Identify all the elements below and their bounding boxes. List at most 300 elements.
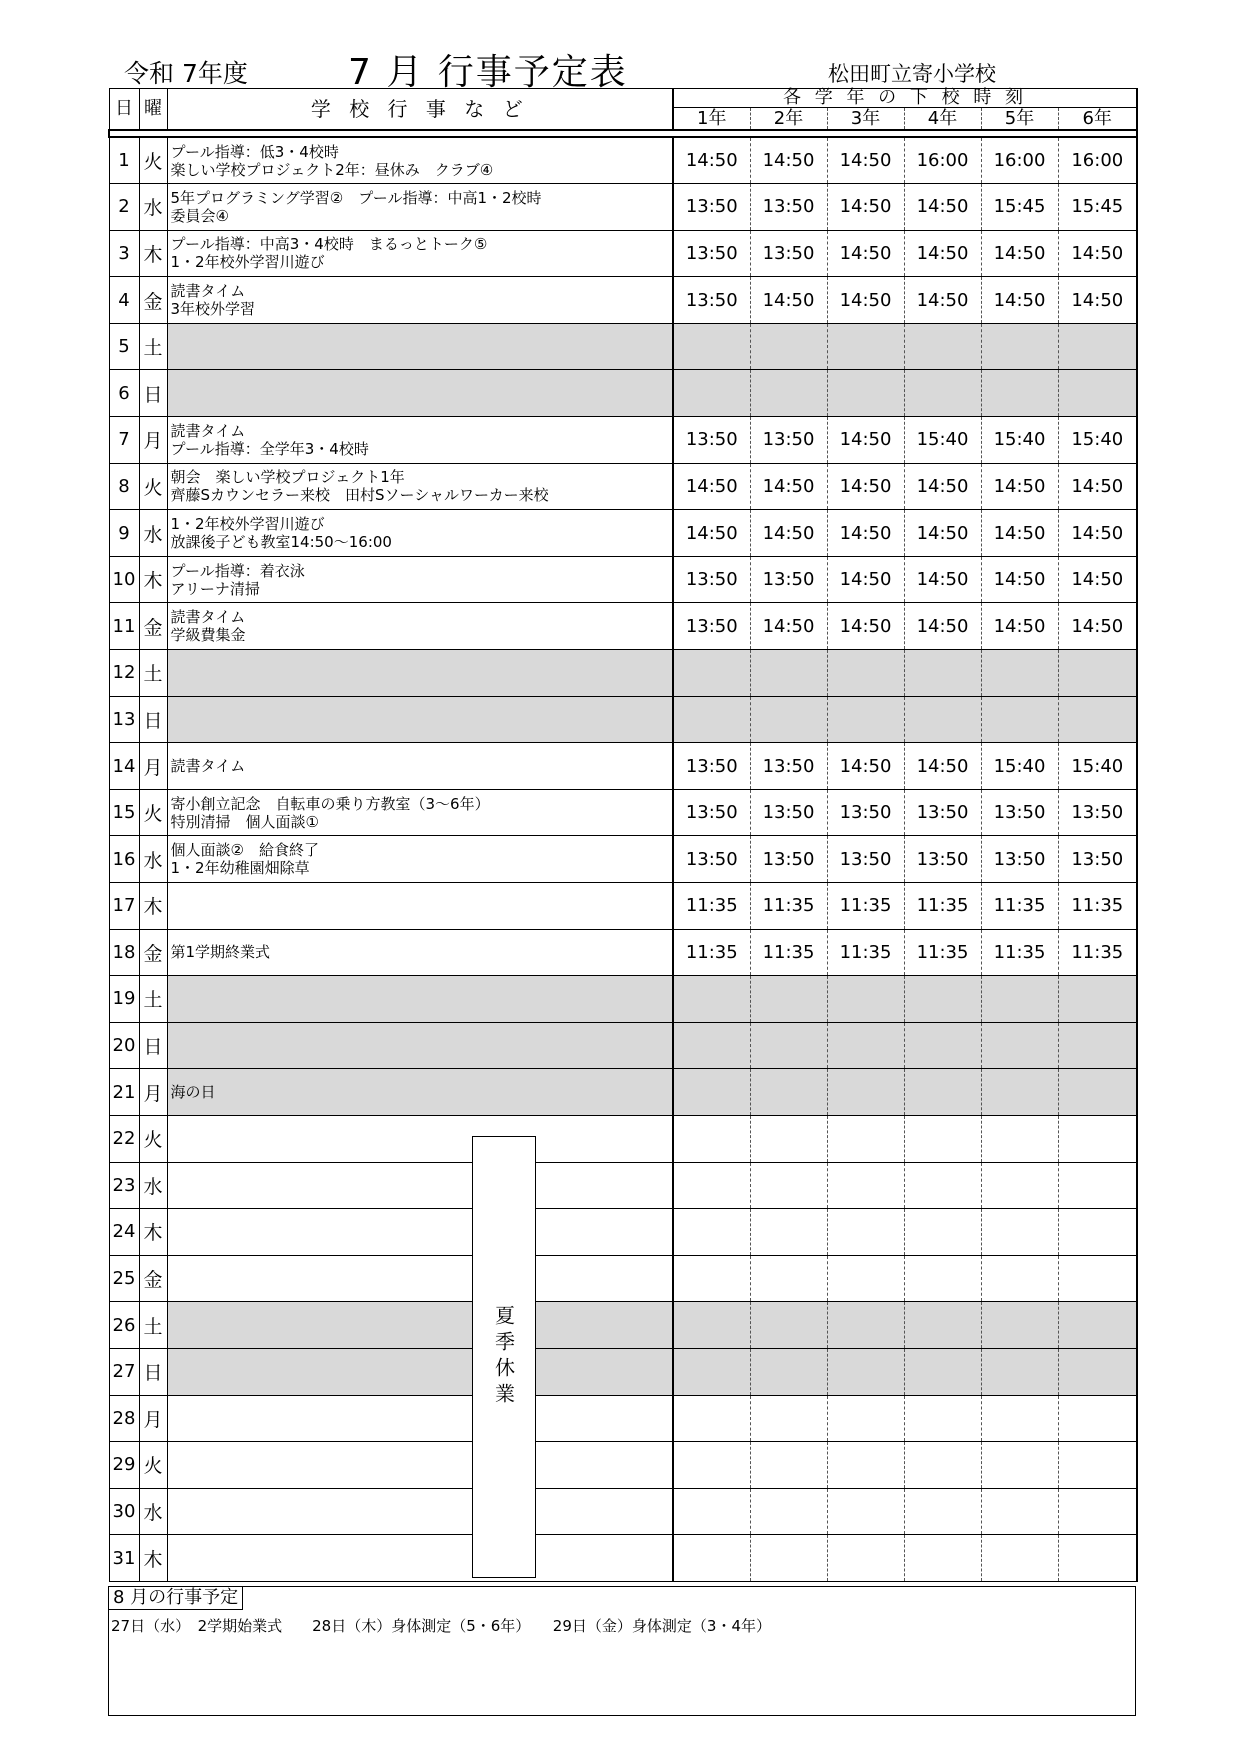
dismissal-time-grade-2 xyxy=(750,1395,827,1442)
dismissal-time-grade-3 xyxy=(827,1395,904,1442)
weekday: 水 xyxy=(139,184,167,231)
dismissal-time-grade-5 xyxy=(981,976,1058,1023)
august-label: 8 月の行事予定 xyxy=(109,1587,243,1610)
summer-vacation-box xyxy=(472,1136,536,1578)
table-row xyxy=(109,463,1137,510)
dismissal-time-grade-1 xyxy=(673,696,750,743)
dismissal-time-grade-4 xyxy=(904,976,981,1023)
dismissal-time-grade-2: 11:35 xyxy=(750,883,827,930)
events-cell xyxy=(167,323,673,370)
events-cell xyxy=(167,417,673,464)
day-rows xyxy=(109,137,1137,1581)
weekday: 月 xyxy=(139,1395,167,1442)
dismissal-time-grade-5: 15:40 xyxy=(981,417,1058,464)
weekday: 木 xyxy=(139,1209,167,1256)
table-row xyxy=(109,1442,1137,1489)
dismissal-time-grade-3 xyxy=(827,1488,904,1535)
table-row xyxy=(109,277,1137,324)
events-cell xyxy=(167,1209,673,1256)
dismissal-time-grade-6 xyxy=(1058,1442,1137,1489)
day-number: 10 xyxy=(109,556,139,603)
dismissal-time-grade-3: 13:50 xyxy=(827,836,904,883)
dismissal-time-grade-3 xyxy=(827,370,904,417)
dismissal-time-grade-5 xyxy=(981,1162,1058,1209)
day-number: 23 xyxy=(109,1162,139,1209)
dismissal-time-grade-5: 13:50 xyxy=(981,836,1058,883)
dismissal-time-grade-3 xyxy=(827,650,904,697)
weekday: 火 xyxy=(139,789,167,836)
dismissal-time-grade-4: 13:50 xyxy=(904,836,981,883)
dismissal-time-grade-5 xyxy=(981,650,1058,697)
day-number: 13 xyxy=(109,696,139,743)
dismissal-time-grade-1: 14:50 xyxy=(673,463,750,510)
dismissal-time-grade-4 xyxy=(904,1022,981,1069)
dismissal-time-grade-1 xyxy=(673,1535,750,1582)
dismissal-time-grade-3: 14:50 xyxy=(827,230,904,277)
table-row xyxy=(109,743,1137,790)
day-number: 17 xyxy=(109,883,139,930)
dismissal-time-grade-3: 14:50 xyxy=(827,510,904,557)
weekday: 木 xyxy=(139,556,167,603)
header-weekday: 曜 xyxy=(139,89,167,131)
dismissal-time-grade-1 xyxy=(673,1022,750,1069)
weekday: 月 xyxy=(139,1069,167,1116)
dismissal-time-grade-5 xyxy=(981,1069,1058,1116)
dismissal-time-grade-2 xyxy=(750,1115,827,1162)
dismissal-time-grade-3: 14:50 xyxy=(827,184,904,231)
day-number: 22 xyxy=(109,1115,139,1162)
event-line-2: プール指導：全学年3・4校時 xyxy=(170,439,369,458)
weekday: 水 xyxy=(139,1488,167,1535)
dismissal-time-grade-4: 14:50 xyxy=(904,556,981,603)
dismissal-time-grade-3 xyxy=(827,696,904,743)
dismissal-time-grade-4 xyxy=(904,1535,981,1582)
dismissal-time-grade-2 xyxy=(750,1162,827,1209)
day-number: 18 xyxy=(109,929,139,976)
dismissal-time-grade-3 xyxy=(827,1302,904,1349)
dismissal-time-grade-4 xyxy=(904,1162,981,1209)
events-cell xyxy=(167,1442,673,1489)
events-cell xyxy=(167,463,673,510)
event-line-1: 5年プログラミング学習② プール指導：中高1・2校時 xyxy=(170,188,542,207)
day-number: 24 xyxy=(109,1209,139,1256)
dismissal-time-grade-4: 14:50 xyxy=(904,463,981,510)
events-cell xyxy=(167,1535,673,1582)
table-row xyxy=(109,370,1137,417)
dismissal-time-grade-6: 14:50 xyxy=(1058,556,1137,603)
dismissal-time-grade-1: 13:50 xyxy=(673,184,750,231)
events-cell xyxy=(167,1069,673,1116)
dismissal-time-grade-6: 13:50 xyxy=(1058,789,1137,836)
events-cell xyxy=(167,1162,673,1209)
dismissal-time-grade-4 xyxy=(904,1115,981,1162)
events-cell xyxy=(167,277,673,324)
events-cell xyxy=(167,603,673,650)
table-row xyxy=(109,323,1137,370)
dismissal-time-grade-5: 16:00 xyxy=(981,137,1058,184)
dismissal-time-grade-6: 14:50 xyxy=(1058,603,1137,650)
events-cell xyxy=(167,137,673,184)
dismissal-time-grade-1 xyxy=(673,1069,750,1116)
dismissal-time-grade-2 xyxy=(750,370,827,417)
dismissal-time-grade-3 xyxy=(827,1022,904,1069)
table-row xyxy=(109,1162,1137,1209)
dismissal-time-grade-3: 13:50 xyxy=(827,789,904,836)
table-row xyxy=(109,1488,1137,1535)
dismissal-time-grade-4: 13:50 xyxy=(904,789,981,836)
event-line-1: 1・2年校外学習川遊び xyxy=(170,515,325,534)
weekday: 金 xyxy=(139,277,167,324)
dismissal-time-grade-2 xyxy=(750,696,827,743)
dismissal-time-grade-1: 14:50 xyxy=(673,510,750,557)
dismissal-time-grade-1 xyxy=(673,1209,750,1256)
dismissal-time-grade-1 xyxy=(673,1395,750,1442)
day-number: 16 xyxy=(109,836,139,883)
dismissal-time-grade-4 xyxy=(904,370,981,417)
event-line-1: 個人面談② 給食終了 xyxy=(170,841,319,860)
events-cell xyxy=(167,929,673,976)
event-line-2: 楽しい学校プロジェクト2年：昼休み クラブ④ xyxy=(170,160,494,179)
event-line-2: 1・2年幼稚園畑除草 xyxy=(170,859,310,878)
weekday: 日 xyxy=(139,370,167,417)
weekday: 土 xyxy=(139,650,167,697)
dismissal-time-grade-2: 13:50 xyxy=(750,184,827,231)
events-cell xyxy=(167,650,673,697)
day-number: 11 xyxy=(109,603,139,650)
day-number: 2 xyxy=(109,184,139,231)
fiscal-year: 令和 7年度 xyxy=(124,59,248,88)
dismissal-time-grade-4: 14:50 xyxy=(904,743,981,790)
dismissal-time-grade-6: 14:50 xyxy=(1058,510,1137,557)
dismissal-time-grade-3 xyxy=(827,1162,904,1209)
header-grade-3: 3年 xyxy=(827,108,904,131)
august-events: 27日（水） 2学期始業式 28日（木）身体測定（5・6年） 29日（金）身体測定（3・4年） xyxy=(111,1617,771,1635)
dismissal-time-grade-3 xyxy=(827,1115,904,1162)
dismissal-time-grade-2 xyxy=(750,1022,827,1069)
day-number: 7 xyxy=(109,417,139,464)
dismissal-time-grade-5: 13:50 xyxy=(981,789,1058,836)
dismissal-time-grade-6 xyxy=(1058,1395,1137,1442)
dismissal-time-grade-4: 11:35 xyxy=(904,883,981,930)
dismissal-time-grade-5: 11:35 xyxy=(981,883,1058,930)
dismissal-time-grade-1 xyxy=(673,1488,750,1535)
table-row xyxy=(109,929,1137,976)
header-grade-5: 5年 xyxy=(981,108,1058,131)
table-row xyxy=(109,1069,1137,1116)
dismissal-time-grade-2: 14:50 xyxy=(750,510,827,557)
events-cell xyxy=(167,789,673,836)
weekday: 水 xyxy=(139,836,167,883)
dismissal-time-grade-5 xyxy=(981,1488,1058,1535)
dismissal-time-grade-5 xyxy=(981,1209,1058,1256)
events-cell xyxy=(167,370,673,417)
dismissal-time-grade-3: 14:50 xyxy=(827,603,904,650)
events-cell xyxy=(167,1302,673,1349)
day-number: 31 xyxy=(109,1535,139,1582)
dismissal-time-grade-4: 14:50 xyxy=(904,603,981,650)
events-cell xyxy=(167,696,673,743)
event-line-2: 1・2年校外学習川遊び xyxy=(170,253,325,272)
day-number: 25 xyxy=(109,1255,139,1302)
dismissal-time-grade-6 xyxy=(1058,696,1137,743)
dismissal-time-grade-2 xyxy=(750,1442,827,1489)
header-grade-1: 1年 xyxy=(673,108,750,131)
dismissal-time-grade-5: 11:35 xyxy=(981,929,1058,976)
dismissal-time-grade-3: 14:50 xyxy=(827,277,904,324)
dismissal-time-grade-6 xyxy=(1058,1069,1137,1116)
event-line-1: 朝会 楽しい学校プロジェクト1年 xyxy=(170,468,405,487)
weekday: 火 xyxy=(139,1115,167,1162)
weekday: 日 xyxy=(139,696,167,743)
weekday: 土 xyxy=(139,323,167,370)
dismissal-time-grade-3: 14:50 xyxy=(827,556,904,603)
dismissal-time-grade-1 xyxy=(673,1442,750,1489)
dismissal-time-grade-4 xyxy=(904,1348,981,1395)
dismissal-time-grade-5: 14:50 xyxy=(981,230,1058,277)
dismissal-time-grade-6 xyxy=(1058,1535,1137,1582)
dismissal-time-grade-2: 11:35 xyxy=(750,929,827,976)
dismissal-time-grade-6 xyxy=(1058,323,1137,370)
dismissal-time-grade-4 xyxy=(904,696,981,743)
table-row xyxy=(109,883,1137,930)
header-grade-4: 4年 xyxy=(904,108,981,131)
day-number: 14 xyxy=(109,743,139,790)
dismissal-time-grade-4 xyxy=(904,1069,981,1116)
table-row xyxy=(109,417,1137,464)
header-day: 日 xyxy=(109,89,139,131)
day-number: 21 xyxy=(109,1069,139,1116)
weekday: 日 xyxy=(139,1348,167,1395)
header-separator xyxy=(109,130,1137,137)
weekday: 土 xyxy=(139,1302,167,1349)
dismissal-time-grade-5 xyxy=(981,1022,1058,1069)
table-row xyxy=(109,184,1137,231)
dismissal-time-grade-1: 13:50 xyxy=(673,743,750,790)
dismissal-time-grade-6 xyxy=(1058,1348,1137,1395)
dismissal-time-grade-2: 13:50 xyxy=(750,417,827,464)
dismissal-time-grade-3 xyxy=(827,1069,904,1116)
event-line-2: アリーナ清掃 xyxy=(170,579,260,598)
events-cell xyxy=(167,976,673,1023)
dismissal-time-grade-4 xyxy=(904,650,981,697)
dismissal-time-grade-1 xyxy=(673,1255,750,1302)
weekday: 火 xyxy=(139,137,167,184)
events-cell xyxy=(167,1255,673,1302)
dismissal-time-grade-4: 14:50 xyxy=(904,277,981,324)
table-row xyxy=(109,1535,1137,1582)
table-row xyxy=(109,650,1137,697)
dismissal-time-grade-4: 15:40 xyxy=(904,417,981,464)
page-title: 7 月 行事予定表 xyxy=(348,52,628,93)
dismissal-time-grade-2: 13:50 xyxy=(750,556,827,603)
day-number: 27 xyxy=(109,1348,139,1395)
day-number: 5 xyxy=(109,323,139,370)
header-grade-2: 2年 xyxy=(750,108,827,131)
event-line-1: 読書タイム xyxy=(170,282,246,301)
dismissal-time-grade-1 xyxy=(673,370,750,417)
dismissal-time-grade-4: 11:35 xyxy=(904,929,981,976)
table-row xyxy=(109,556,1137,603)
event-line-2: 3年校外学習 xyxy=(170,300,256,319)
weekday: 金 xyxy=(139,1255,167,1302)
dismissal-time-grade-6 xyxy=(1058,1302,1137,1349)
table-row xyxy=(109,789,1137,836)
dismissal-time-grade-6 xyxy=(1058,976,1137,1023)
events-cell xyxy=(167,1488,673,1535)
event-line-1: プール指導：低3・4校時 xyxy=(170,142,339,161)
dismissal-time-grade-5: 15:40 xyxy=(981,743,1058,790)
dismissal-time-grade-4: 14:50 xyxy=(904,184,981,231)
dismissal-time-grade-2 xyxy=(750,1209,827,1256)
dismissal-time-grade-3: 14:50 xyxy=(827,137,904,184)
dismissal-time-grade-6 xyxy=(1058,1488,1137,1535)
dismissal-time-grade-6 xyxy=(1058,1115,1137,1162)
dismissal-time-grade-5: 14:50 xyxy=(981,277,1058,324)
dismissal-time-grade-2 xyxy=(750,1302,827,1349)
table-row xyxy=(109,137,1137,184)
dismissal-time-grade-4 xyxy=(904,323,981,370)
weekday: 月 xyxy=(139,417,167,464)
header-grade-6: 6年 xyxy=(1058,108,1137,131)
dismissal-time-grade-6: 15:40 xyxy=(1058,743,1137,790)
weekday: 木 xyxy=(139,883,167,930)
summer-vacation-label: 夏季休業 xyxy=(491,1305,516,1409)
day-number: 20 xyxy=(109,1022,139,1069)
dismissal-time-grade-6 xyxy=(1058,1022,1137,1069)
day-number: 9 xyxy=(109,510,139,557)
table-row xyxy=(109,230,1137,277)
weekday: 木 xyxy=(139,230,167,277)
day-number: 6 xyxy=(109,370,139,417)
dismissal-time-grade-5 xyxy=(981,1442,1058,1489)
dismissal-time-grade-6: 15:45 xyxy=(1058,184,1137,231)
day-number: 8 xyxy=(109,463,139,510)
dismissal-time-grade-6: 16:00 xyxy=(1058,137,1137,184)
dismissal-time-grade-5 xyxy=(981,370,1058,417)
events-cell xyxy=(167,184,673,231)
day-number: 12 xyxy=(109,650,139,697)
events-cell xyxy=(167,836,673,883)
dismissal-time-grade-2 xyxy=(750,323,827,370)
dismissal-time-grade-6: 11:35 xyxy=(1058,883,1137,930)
event-line-1: 寄小創立記念 自転車の乗り方教室（3〜6年） xyxy=(170,794,490,813)
dismissal-time-grade-3: 11:35 xyxy=(827,929,904,976)
dismissal-time-grade-3: 14:50 xyxy=(827,417,904,464)
dismissal-time-grade-2: 13:50 xyxy=(750,836,827,883)
table-row xyxy=(109,1209,1137,1256)
dismissal-time-grade-2 xyxy=(750,1488,827,1535)
dismissal-time-grade-1 xyxy=(673,1115,750,1162)
dismissal-time-grade-3 xyxy=(827,1442,904,1489)
weekday: 水 xyxy=(139,1162,167,1209)
dismissal-time-grade-2: 13:50 xyxy=(750,230,827,277)
day-number: 29 xyxy=(109,1442,139,1489)
dismissal-time-grade-3 xyxy=(827,1209,904,1256)
day-number: 3 xyxy=(109,230,139,277)
dismissal-time-grade-6 xyxy=(1058,650,1137,697)
dismissal-time-grade-1 xyxy=(673,1162,750,1209)
weekday: 土 xyxy=(139,976,167,1023)
events-cell xyxy=(167,1395,673,1442)
day-number: 15 xyxy=(109,789,139,836)
dismissal-time-grade-1: 13:50 xyxy=(673,556,750,603)
dismissal-time-grade-6 xyxy=(1058,1255,1137,1302)
dismissal-time-grade-3 xyxy=(827,976,904,1023)
table-row xyxy=(109,1022,1137,1069)
table-row xyxy=(109,510,1137,557)
dismissal-time-grade-3 xyxy=(827,1535,904,1582)
events-cell xyxy=(167,230,673,277)
dismissal-time-grade-1: 13:50 xyxy=(673,277,750,324)
dismissal-time-grade-5 xyxy=(981,696,1058,743)
dismissal-time-grade-4 xyxy=(904,1302,981,1349)
weekday: 金 xyxy=(139,603,167,650)
event-line-1: 第1学期終業式 xyxy=(170,943,271,962)
table-row xyxy=(109,603,1137,650)
dismissal-time-grade-1 xyxy=(673,1348,750,1395)
event-line-1: プール指導：中高3・4校時 まるっとトーク⑤ xyxy=(170,235,488,254)
day-number: 28 xyxy=(109,1395,139,1442)
table-row xyxy=(109,976,1137,1023)
dismissal-time-grade-1: 11:35 xyxy=(673,929,750,976)
events-cell xyxy=(167,883,673,930)
weekday: 金 xyxy=(139,929,167,976)
dismissal-time-grade-5 xyxy=(981,323,1058,370)
dismissal-time-grade-5 xyxy=(981,1395,1058,1442)
event-line-1: 読書タイム xyxy=(170,757,246,776)
dismissal-time-grade-1 xyxy=(673,976,750,1023)
dismissal-time-grade-2: 14:50 xyxy=(750,603,827,650)
dismissal-time-grade-6 xyxy=(1058,1162,1137,1209)
events-cell xyxy=(167,1348,673,1395)
events-cell xyxy=(167,556,673,603)
event-line-1: 海の日 xyxy=(170,1083,216,1102)
header-events: 学 校 行 事 な ど xyxy=(167,89,673,131)
dismissal-time-grade-5 xyxy=(981,1535,1058,1582)
dismissal-time-grade-2 xyxy=(750,976,827,1023)
dismissal-time-grade-3: 14:50 xyxy=(827,463,904,510)
dismissal-time-grade-4 xyxy=(904,1395,981,1442)
dismissal-time-grade-1: 11:35 xyxy=(673,883,750,930)
dismissal-time-grade-1 xyxy=(673,323,750,370)
events-cell xyxy=(167,1115,673,1162)
event-line-2: 齊藤Sカウンセラー来校 田村Sソーシャルワーカー来校 xyxy=(170,486,549,505)
dismissal-time-grade-2 xyxy=(750,1348,827,1395)
dismissal-time-grade-1: 13:50 xyxy=(673,603,750,650)
dismissal-time-grade-3 xyxy=(827,1348,904,1395)
weekday: 火 xyxy=(139,1442,167,1489)
header-dismissal: 各 学 年 の 下 校 時 刻 xyxy=(673,89,1137,108)
dismissal-time-grade-4 xyxy=(904,1209,981,1256)
event-line-1: 読書タイム xyxy=(170,421,246,440)
dismissal-time-grade-2 xyxy=(750,650,827,697)
event-line-2: 放課後子ども教室14:50〜16:00 xyxy=(170,533,392,552)
dismissal-time-grade-2: 14:50 xyxy=(750,277,827,324)
dismissal-time-grade-5: 14:50 xyxy=(981,463,1058,510)
dismissal-time-grade-6 xyxy=(1058,370,1137,417)
dismissal-time-grade-2: 14:50 xyxy=(750,463,827,510)
events-cell xyxy=(167,1022,673,1069)
dismissal-time-grade-1: 13:50 xyxy=(673,836,750,883)
dismissal-time-grade-4 xyxy=(904,1488,981,1535)
dismissal-time-grade-5 xyxy=(981,1302,1058,1349)
dismissal-time-grade-5 xyxy=(981,1255,1058,1302)
dismissal-time-grade-5: 14:50 xyxy=(981,510,1058,557)
dismissal-time-grade-2 xyxy=(750,1535,827,1582)
dismissal-time-grade-3 xyxy=(827,323,904,370)
event-line-1: プール指導：着衣泳 xyxy=(170,561,305,580)
dismissal-time-grade-6 xyxy=(1058,1209,1137,1256)
